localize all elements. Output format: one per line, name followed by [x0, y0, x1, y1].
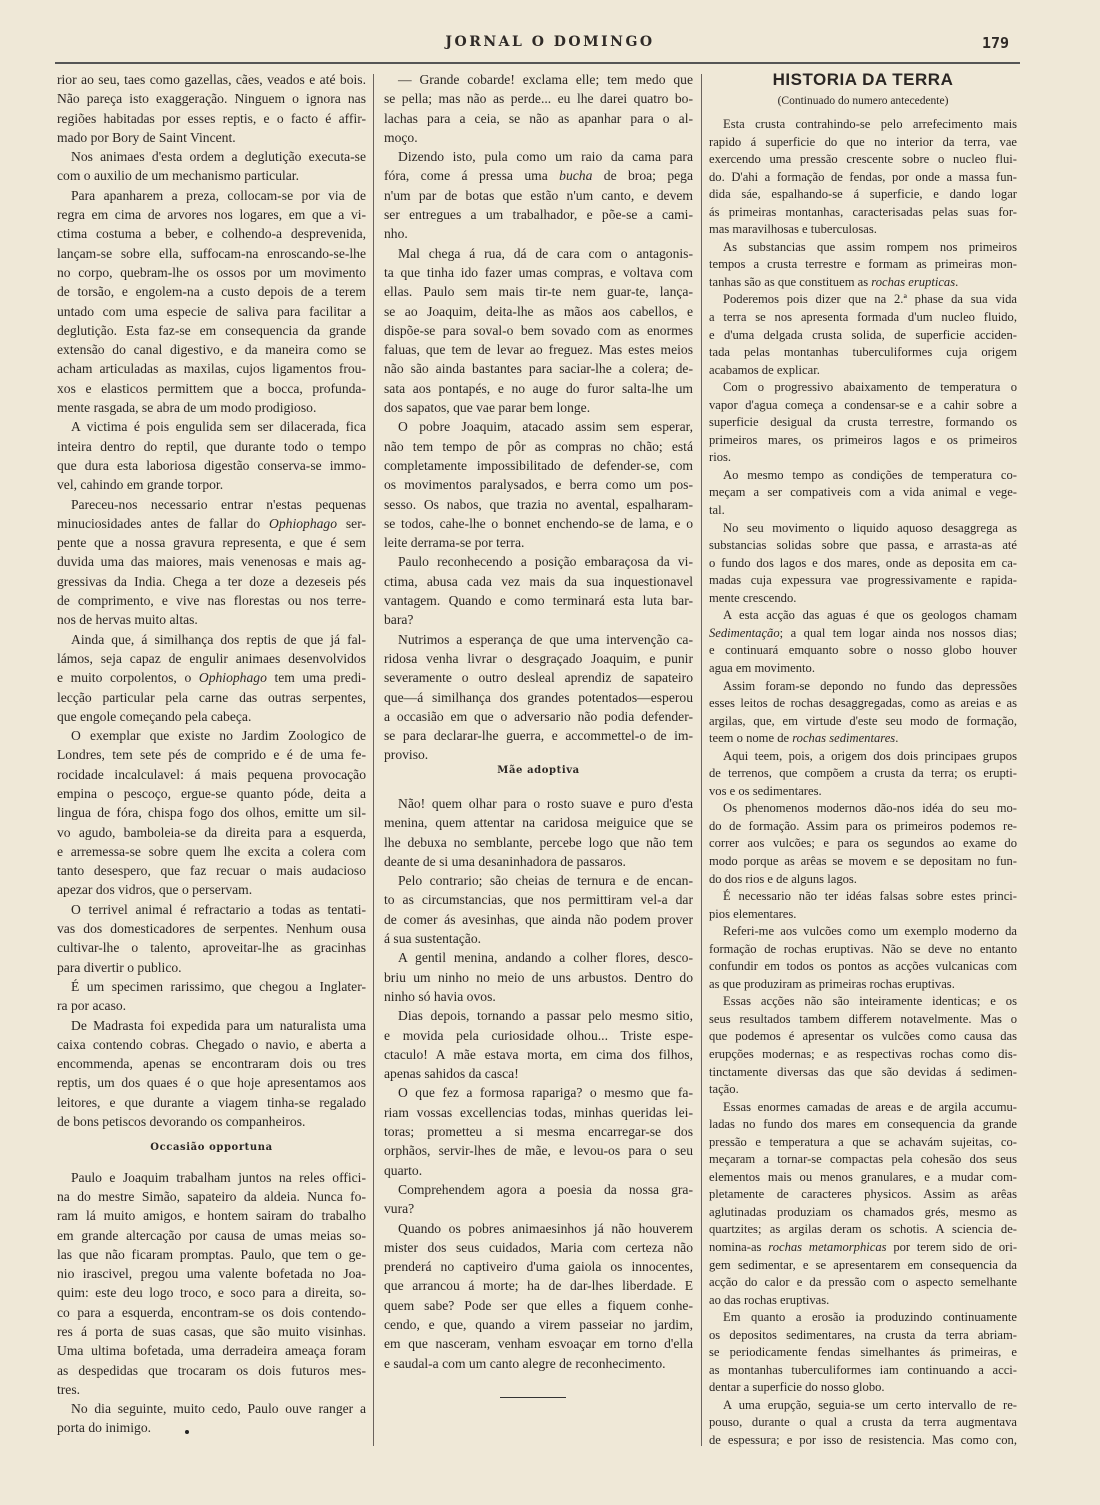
text-line: untado com uma especie de saliva para facilitar a — [57, 303, 366, 319]
text-line: ctima costuma a beber, e colhendo-a desprevenida, — [57, 226, 366, 242]
paragraph — [57, 1016, 366, 1132]
text-line: Paulo e Joaquim trabalham juntos na reles offici- — [71, 1169, 366, 1185]
paragraph — [384, 552, 693, 629]
text-line: aglutinadas produziam os chamados grés, mesmo as — [709, 1204, 1017, 1219]
text-line: ellas. Paulo sem mais tir-te nem guar-te, lança- — [384, 284, 693, 300]
text-line: Nos animaes d'esta ordem a deglutição executa-se — [71, 149, 366, 165]
article-subtitle: (Continuado do numero antecedente) — [777, 95, 949, 107]
text-line: acção do calor e da pressão com o aspecto semelhante — [709, 1275, 1017, 1290]
text-line: A gentil menina, andando a colher flores, desco- — [398, 950, 693, 966]
paragraph — [384, 417, 693, 552]
text-line: á sua sustentação. — [384, 931, 482, 947]
text-line: lecção particular pela carne das outras serpentes, — [57, 689, 366, 705]
column-3 — [709, 116, 1017, 1450]
text-line: superficie desigual da crusta terrestre, formando os — [709, 415, 1017, 430]
paragraph — [709, 993, 1017, 1098]
text-line: De Madrasta foi expedida para um naturalista uma — [71, 1017, 366, 1033]
text-line: ao das rochas eruptivas. — [709, 1292, 830, 1307]
text-line: deglutição. Esta faz-se em consequencia da grande — [57, 322, 366, 338]
italic-term: Ophiophago — [269, 515, 337, 531]
text-line: ridosa venha livrar o desgraçado Joaquim, e punir — [384, 650, 693, 666]
text-run: tem uma predi- — [266, 670, 366, 686]
paragraph — [709, 239, 1017, 292]
text-line: erupções modernas; e as respectivas rochas como dis- — [709, 1046, 1017, 1061]
paragraph — [384, 147, 693, 243]
text-line: com o auxilio de um mechanismo particular. — [57, 168, 299, 184]
text-line: de torsão, e engolem-na a custo depois de a terem — [57, 284, 366, 300]
text-line: formação de rochas eruptivas. Não se deve no entanto — [709, 941, 1017, 956]
text-line: as montanhas tuberculiformes iam continuando a acci- — [709, 1362, 1017, 1377]
paragraph — [57, 70, 366, 147]
text-line: elementos mais ou menos granulares, e a mudar com- — [709, 1169, 1017, 1184]
text-line: leite derrama-se por terra. — [384, 535, 525, 551]
text-line: cultivar-lhe o talento, aproveitar-lhe as gracinhas — [57, 940, 366, 956]
text-line — [709, 625, 1017, 643]
text-line: pressão e temperatura a que se achavám sujeitas, co- — [709, 1134, 1017, 1149]
text-line — [709, 274, 1017, 292]
text-line: argilas, que, em virtude d'este seu modo de formação, — [709, 713, 1017, 728]
text-line: Dizendo isto, pula como um raio da cama para — [398, 149, 693, 165]
paragraph — [384, 630, 693, 765]
paragraph — [384, 948, 693, 1006]
paragraph — [57, 726, 366, 900]
text-line: do dos rios e de alguns lagos. — [709, 871, 857, 886]
text-line: Dias depois, tornando a passar pelo mesmo sitio, — [398, 1008, 693, 1024]
text-line: bara? — [384, 612, 414, 628]
text-run: de broa; pega — [592, 168, 693, 184]
text-line: orphãos, servir-lhes de mãe, e levou-os para o seu — [384, 1143, 693, 1159]
text-line: lámos, seja capaz de engulir animaes desenvolvidos — [57, 650, 366, 666]
text-line: as despedidas que trocaram os dois futuros mes- — [57, 1362, 366, 1378]
text-line: pente que a nossa gravura representa, e que é sem — [57, 535, 366, 551]
text-line: ás primeiras montanhas, caracterisadas pelas suas for- — [709, 204, 1017, 219]
text-line: Pareceu-nos necessario entrar n'estas pequenas — [71, 496, 366, 512]
text-line — [57, 668, 366, 687]
text-line: vel, cahindo em grande torpor. — [57, 477, 224, 493]
italic-term: Sedimentação — [709, 625, 780, 640]
text-line: toras; prometteu a si mesma encarregar-se dos — [384, 1124, 693, 1140]
text-line: lançam-se sobre ella, suffocam-na enroscando-se-lhe — [57, 245, 366, 261]
text-line: Esta crusta contrahindo-se pelo arrefecimento mais — [723, 117, 1017, 131]
paragraph — [384, 244, 693, 418]
text-line: dida sáe, espalhando-se á superficie, e dando logar — [709, 187, 1017, 202]
text-line: ctaculo! A mãe estava morta, em cima dos filhos, — [384, 1046, 693, 1062]
paragraph — [384, 1083, 693, 1179]
text-line: Mal chega á rua, dá de cara com o antagonis- — [398, 245, 693, 261]
italic-term: rochas sedimentares — [792, 731, 896, 746]
text-line: de comer ás avesinhas, que ainda não podem prover — [384, 911, 693, 927]
text-line: acabamos de explicar. — [709, 362, 820, 377]
text-line: prenderá no captiveiro d'uma gaiola os innocentes, — [384, 1259, 693, 1275]
paragraph — [384, 70, 693, 147]
paragraph — [709, 1099, 1017, 1310]
text-line: pletamente de caracteres physicos. Assim as arêas — [709, 1187, 1017, 1202]
text-line: No dia seguinte, muito cedo, Paulo ouve ranger a — [71, 1401, 366, 1417]
text-run: por terem sido de ori- — [886, 1240, 1018, 1254]
text-line: Essas enormes camadas de areas e de argila accumu- — [723, 1099, 1017, 1114]
paragraph — [709, 1309, 1017, 1397]
text-line: de comprimento, e vive nas florestas ou nos terre- — [57, 593, 366, 609]
text-line: a occasião em que o adversario não podia defender- — [384, 708, 693, 724]
text-run: ; a qual tem logar ainda nos nossos dias; — [779, 625, 1017, 640]
text-line: Em quanto a erosão ia produzindo continuamente — [723, 1310, 1017, 1325]
text-line: os depositos sedimentares, na crusta da terra abriam- — [709, 1327, 1017, 1342]
text-line: apenas sahidos da casca! — [384, 1066, 519, 1082]
text-line: Nutrimos a esperança de que uma intervenção ca- — [398, 631, 693, 647]
text-line: encommenda, apenas se encontraram dois ou tres — [57, 1056, 366, 1072]
text-line: mas maravilhosas e tuberculosas. — [709, 222, 877, 237]
text-line: do. D'ahi a formação de fendas, por onde a massa fun- — [709, 169, 1017, 184]
text-line: completamente impossibilitado de defender-se, com — [384, 457, 693, 473]
text-line: se todos, cahe-lhe o bonnet enchendo-se de lama, e o — [384, 515, 693, 531]
text-line: tempos a crusta terrestre e formam as primeiras mon- — [709, 257, 1017, 272]
italic-term: rochas metamorphicas — [768, 1240, 887, 1254]
paragraph — [709, 888, 1017, 923]
paragraph — [57, 977, 366, 1016]
text-line: apezar dos vidros, que o perservam. — [57, 882, 253, 898]
text-line — [709, 1239, 1017, 1257]
text-line: gem sedimentar, e se apresentarem em consequencia da — [709, 1257, 1017, 1272]
paragraph — [709, 678, 1017, 748]
text-line: agua em movimento. — [709, 660, 815, 675]
text-line: o fundo dos lagos e dos mares, onde as deposita em ca- — [709, 555, 1017, 570]
text-line: Com o progressivo abaixamento de temperatura o — [723, 380, 1017, 395]
paragraph — [384, 1006, 693, 1083]
text-line: pouso, durante o qual a crusta da terra augmentava — [709, 1415, 1017, 1430]
text-line: inteira dentro do reptil, que durante todo o tempo — [57, 438, 366, 454]
text-line: ra por acaso. — [57, 998, 127, 1014]
text-line: deante de si uma desaninhadora de passaros. — [384, 853, 626, 869]
text-line — [57, 514, 366, 533]
text-line: ladas no fundo dos mares em consequencia da grande — [709, 1117, 1017, 1132]
text-run: e muito corpolentos, o — [57, 670, 199, 686]
text-line: mente rasgada, se abra de um modo prodigioso. — [57, 400, 317, 416]
text-line: Referi-me aos vulcões como um exemplo moderno da — [723, 924, 1017, 939]
text-line: e continuará emquanto sobre o nosso globo houver — [709, 643, 1017, 658]
paragraph — [709, 379, 1017, 467]
text-line: Para apanharem a preza, collocam-se por via de — [71, 187, 366, 203]
text-line: Não pareça isto exaggeração. Ninguem o ignora nas — [57, 91, 366, 107]
paragraph — [57, 495, 366, 630]
text-line: não tem tempo de pôr as compras no chão; está — [384, 438, 693, 454]
text-line: dentar a superficie do nosso globo. — [709, 1380, 885, 1395]
text-line: e saudal-a com um canto alegre de reconhecimento. — [384, 1355, 666, 1371]
header-rule — [55, 62, 1020, 64]
text-line: Paulo reconhecendo a posição embaraçosa da vi- — [398, 554, 693, 570]
text-line: acham articuladas as maxilas, cujos ligamentos frou- — [57, 361, 366, 377]
paragraph — [709, 748, 1017, 801]
text-line: tada pelas montanhas tuberculiformes cuja origem — [709, 345, 1017, 360]
text-line: briu um ninho no meio de uns arbustos. Dentro do — [384, 969, 693, 985]
paragraph — [709, 291, 1017, 379]
text-line: meçaram a tornar-se compactas pela cohesão dos seus — [709, 1152, 1017, 1167]
text-line: no corpo, quebram-lhe os ossos por um movimento — [57, 264, 366, 280]
text-line: em grande altercação por causa de umas meias so- — [57, 1227, 366, 1243]
text-line: rocidade incalculavel: á mais pequena provocação — [57, 766, 366, 782]
paragraph — [709, 1397, 1017, 1450]
text-line: Ao mesmo tempo as condições de temperatura co- — [723, 467, 1017, 482]
text-line: modo porque as arêas se movem e se depositam no fun- — [709, 853, 1017, 868]
text-line: vo agudo, bamboleia-se da direita para a esquerda, — [57, 824, 366, 840]
text-line — [709, 730, 1017, 748]
section-heading: Occasião opportuna — [150, 1142, 273, 1154]
text-line: vantagem. Quando e como terminará esta luta bar- — [384, 593, 693, 609]
paragraph — [709, 800, 1017, 888]
text-line: correr aos vulcões; e para os segundos ao exame do — [709, 836, 1017, 851]
text-line: e movida pela curiosidade olhou... Triste espe- — [384, 1027, 693, 1043]
text-run: minuciosidades antes de fallar do — [57, 515, 270, 531]
text-line: menina, quem attentar na caridosa meiguice que se — [384, 815, 693, 831]
text-line: severamente o outro desleal aprendiz de sapateiro — [384, 670, 693, 686]
text-line: ctima, abusa cada vez mais da sua inquestionavel — [384, 573, 693, 589]
paragraph — [709, 607, 1017, 677]
text-line: las que não ficaram promptas. Paulo, que tem o ge- — [57, 1246, 366, 1262]
text-line: tinctamente diversas das que são devidas á sedimen- — [709, 1064, 1017, 1079]
text-line: de terrenos, que compõem a crusta da terra; os erupti- — [709, 766, 1017, 781]
text-line: Pelo contrario; são cheias de ternura e de encan- — [398, 873, 693, 889]
text-line: esses leitos de rochas desaggregadas, como as areias e as — [709, 696, 1017, 711]
text-line: tação. — [709, 1082, 739, 1097]
paragraph — [709, 467, 1017, 520]
text-line: dispõe-se para soval-o bem sovado com as enormes — [384, 322, 693, 338]
text-line: Essas acções não são inteiramente identicas; e os — [723, 994, 1017, 1009]
text-line: moço. — [384, 129, 418, 145]
text-line: lachas para a ceia, se não as apanhar para o al- — [384, 110, 693, 126]
text-line: que—á similhança dos grandes potentados—esperou — [384, 689, 693, 705]
column-2 — [384, 70, 693, 1373]
text-line: se ao Joaquim, deita-lhe as mãos aos cabellos, e — [384, 303, 693, 319]
text-line: riam vossas excellencias todas, minhas queridas lei- — [384, 1104, 693, 1120]
text-line: nho. — [384, 226, 408, 242]
column-divider — [373, 74, 374, 1446]
text-line: O exemplar que existe no Jardim Zoologico de — [71, 728, 366, 744]
text-line: vapor d'agua começa a condensar-se e a cahir sobre a — [709, 397, 1017, 412]
italic-term: rochas erupticas — [871, 274, 956, 289]
text-line: pios elementares. — [709, 906, 797, 921]
paragraph — [384, 1180, 693, 1219]
text-line: rapido á superficie do que no interior da terra, vae — [709, 134, 1017, 149]
paragraph — [709, 520, 1017, 608]
text-line: co para a esquerda, encontram-se os dois contendo- — [57, 1304, 366, 1320]
italic-term: bucha — [559, 168, 593, 184]
paragraph — [57, 630, 366, 726]
text-line: porta do inimigo. — [57, 1420, 152, 1436]
text-line: mado por Bory de Saint Vincent. — [57, 129, 236, 145]
text-line: A uma erupção, seguia-se um certo intervallo de re- — [723, 1397, 1017, 1412]
text-line: em que nasceram, venham esvoaçar em torno d'ella — [384, 1336, 693, 1352]
text-line: vas dos domesticadores de serpentes. Nenhum ousa — [57, 921, 366, 937]
text-line: nio irascivel, pregou uma valente bofetada no Joa- — [57, 1266, 366, 1282]
paragraph — [709, 116, 1017, 239]
text-line: Aqui teem, pois, a origem dos dois principaes grupos — [723, 748, 1017, 763]
paragraph — [384, 871, 693, 948]
text-line: Uma ultima bofetada, uma derradeira ameaça foram — [57, 1343, 366, 1359]
text-run: tanhas são as que constituem as — [709, 274, 872, 289]
text-run: . — [955, 274, 959, 289]
text-line: do de formação. Assim para os primeiros podemos re- — [709, 818, 1017, 833]
text-line: rios. — [709, 450, 732, 465]
text-run: nomina-as — [709, 1240, 769, 1254]
text-line: Não! quem olhar para o rosto suave e puro d'esta — [398, 795, 693, 811]
paragraph — [709, 923, 1017, 993]
text-line — [384, 166, 693, 185]
paragraph — [384, 1219, 693, 1373]
end-of-article-rule — [500, 1397, 566, 1398]
text-line: O pobre Joaquim, atacado assim sem esperar, — [398, 419, 693, 435]
text-line: faluas, que tem de levar ao freguez. Mas estes meios — [384, 342, 693, 358]
text-line: res á porta de suas casas, que são muito visinhas. — [57, 1324, 366, 1339]
text-line: Assim foram-se depondo no fundo das depressões — [723, 678, 1017, 693]
text-line: reptis, um dos quaes é o que hoje apresentamos aos — [57, 1075, 366, 1091]
text-line: to as circumstancias, que nos permittiram vel-a dar — [384, 892, 693, 908]
text-line: confundir em todos os pontos as acções vulcanicas com — [709, 959, 1017, 974]
text-line: dos sapatos, que vae parar bem longe. — [384, 400, 591, 416]
text-line: meçam a ser compativeis com a vida animal e vege- — [709, 485, 1017, 500]
text-line: Quando os pobres animaesinhos já não houverem — [398, 1220, 693, 1236]
paragraph — [384, 794, 693, 871]
text-line: quem sabe? Pode ser que elles a fiquem conhe- — [384, 1297, 693, 1313]
text-line: substancias solidas sobre que passa, e arrasta-as até — [709, 538, 1017, 553]
text-line: Comprehendem agora a poesia da nossa gra- — [398, 1181, 693, 1197]
text-line: exercendo uma pressão crescente sobre o nucleo flui- — [709, 152, 1017, 167]
text-line: mister dos seus cuidados, Maria com certeza não — [384, 1239, 693, 1255]
paragraph — [57, 417, 366, 494]
paragraph — [57, 147, 366, 186]
italic-term: Ophiophago — [198, 670, 267, 686]
column-divider — [701, 74, 702, 1446]
text-line: É um specimen rarissimo, que chegou a Inglater- — [71, 978, 366, 994]
paragraph — [57, 1168, 366, 1400]
text-line: sata aos pontapés, e no auge do furor salta-lhe um — [384, 380, 693, 396]
text-run: teem o nome de — [709, 731, 793, 746]
text-line: tres. — [57, 1381, 81, 1397]
text-line: de bons petiscos devorando os companheiros. — [57, 1114, 306, 1130]
page-number: 179 — [982, 34, 1010, 52]
text-line: ser entregues a um trabalhador, e põe-se a cami- — [384, 207, 693, 223]
text-line: que dura esta laboriosa digestão conserva-se immo- — [57, 457, 366, 473]
text-line: extensão do canal digestivo, e da maneira como se — [57, 342, 366, 358]
paragraph — [57, 1399, 366, 1438]
text-line: se pella; mas não as perde... eu lhe darei quatro bo- — [384, 91, 693, 107]
column-1 — [57, 70, 366, 1438]
text-line: No seu movimento o liquido aquoso desaggrega as — [723, 520, 1017, 535]
text-line: lhe debuxa no semblante, percebe logo que não tem — [384, 834, 693, 850]
text-line: que arrancou á morte; ha de dar-lhes liberdade. E — [384, 1278, 693, 1294]
text-line: quim: este deu logo troco, e soco para a direita, so- — [57, 1285, 366, 1301]
text-line: sesso. Os nabos, que trazia no avental, espalharam- — [384, 496, 693, 512]
text-line: Ainda que, á similhança dos reptis de que já fal- — [71, 631, 366, 647]
paragraph — [57, 186, 366, 418]
text-line: seus resultados tambem differem notavelmente. Mas o — [709, 1011, 1017, 1026]
text-line: vura? — [384, 1201, 415, 1217]
text-line: regra em cima de arvores nos logares, em que a vi- — [57, 207, 366, 223]
text-line: A victima é pois engulida sem ser dilacerada, fica — [71, 419, 366, 435]
text-line: se para declarar-lhe guerra, e accommettel-o de im- — [384, 728, 693, 744]
text-line: madas cuja expessura vae progressivamente e rapida- — [709, 573, 1017, 588]
text-line: ta que tinha ido fazer umas compras, e voltava com — [384, 264, 693, 280]
paragraph — [57, 900, 366, 977]
text-line: A esta acção das aguas é que os geologos chamam — [723, 608, 1017, 623]
text-run: . — [895, 731, 899, 746]
text-line: leitores, e que durante a viagem tinha-se regalado — [57, 1094, 366, 1110]
text-line: as que produziram as primeiras rochas eruptivas. — [709, 976, 955, 991]
text-run: fóra, come á pressa uma — [384, 168, 560, 184]
ink-spot — [185, 1430, 189, 1434]
text-line: n'um par de botas que estão n'um canto, e devem — [384, 187, 693, 203]
text-line: que engole começando pela cabeça. — [57, 708, 252, 724]
text-line: Os phenomenos modernos dão-nos idéa do seu mo- — [723, 801, 1017, 816]
text-line: os movimentos paralysados, e berra como um pos- — [384, 477, 693, 493]
text-line: gressivas da India. Chega a ter doze a dezeseis pés — [57, 573, 366, 589]
text-line: de espessura; e por isso de resistencia. Mas como con, — [709, 1433, 1017, 1448]
text-line: xos e elasticos permittem que a bocca, profunda- — [57, 380, 366, 396]
section-heading: Mãe adoptiva — [497, 764, 580, 776]
text-line: ninho só havia ovos. — [384, 988, 496, 1004]
text-line: Poderemos pois dizer que na 2.ª phase da sua vida — [723, 292, 1017, 307]
text-line: É necessario não ter idéas falsas sobre estes princi- — [723, 889, 1017, 904]
text-line: empina o pescoço, ergue-se quanto póde, deita a — [57, 785, 366, 801]
text-line: — Grande cobarde! exclama elle; tem medo que — [398, 72, 693, 87]
text-line: rior ao seu, taes como gazellas, cães, veados e até bois. — [57, 72, 366, 87]
text-line: e arremessa-se sobre quem lhe excita a colera com — [57, 843, 366, 859]
text-line: não são ainda bastantes para saciar-lhe a colera; de- — [384, 361, 693, 377]
text-line: quarto. — [384, 1162, 423, 1178]
text-line: que podemos é apresentar os vulcões como causa das — [709, 1029, 1017, 1044]
text-line: a terra se nos apresenta formada d'um nucleo fluido, — [709, 310, 1017, 325]
text-line: caixa contendo cobras. Chegado o navio, e aberta a — [57, 1036, 366, 1052]
text-line: cendo, e que, quando a virem passeiar no jardim, — [384, 1317, 693, 1332]
text-line: ram lá muito amigos, e hontem sairam do trabalho — [57, 1208, 366, 1224]
text-line: primeiros mares, os primeiros lagos e os primeiros — [709, 432, 1017, 447]
text-line: Londres, tem sete pés de comprido e é de uma fe- — [57, 747, 366, 763]
text-line: quartzites; as argilas deram os schotis. A sciencia de- — [709, 1222, 1017, 1237]
text-line: mente crescendo. — [709, 590, 797, 605]
text-line: proviso. — [384, 747, 429, 763]
newspaper-masthead: JORNAL O DOMINGO — [445, 34, 655, 50]
text-line: O que fez a formosa rapariga? o mesmo que fa- — [398, 1085, 693, 1101]
text-line: tal. — [709, 503, 725, 518]
text-line: tanto desespero, que faz recuar o mais audacioso — [57, 863, 366, 879]
text-line: lingua de fóra, chispa fogo dos olhos, emitte um sil- — [57, 805, 366, 821]
text-line: para divertir o publico. — [57, 959, 182, 975]
text-line: As substancias que assim rompem nos primeiros — [723, 239, 1017, 254]
text-line: duvida uma das maiores, mais venenosas e mais ag- — [57, 554, 366, 570]
text-line: nos de hervas muito altas. — [57, 612, 198, 628]
text-line: na do mestre Simão, sapateiro da aldeia. Nunca fo- — [57, 1188, 366, 1204]
text-line: e d'uma delgada crusta solida, de superficie acciden- — [709, 327, 1017, 342]
text-line: vos e os sedimentares. — [709, 783, 822, 798]
text-line: regiões habitadas por esses reptis, e o facto é affir- — [57, 110, 366, 126]
text-line: O terrivel animal é refractario a todas as tentati- — [71, 901, 366, 917]
article-title: HISTORIA DA TERRA — [772, 70, 954, 89]
text-run: ser- — [337, 515, 366, 531]
text-line: se periodicamente fendas simelhantes ás primeiras, e — [709, 1345, 1017, 1360]
